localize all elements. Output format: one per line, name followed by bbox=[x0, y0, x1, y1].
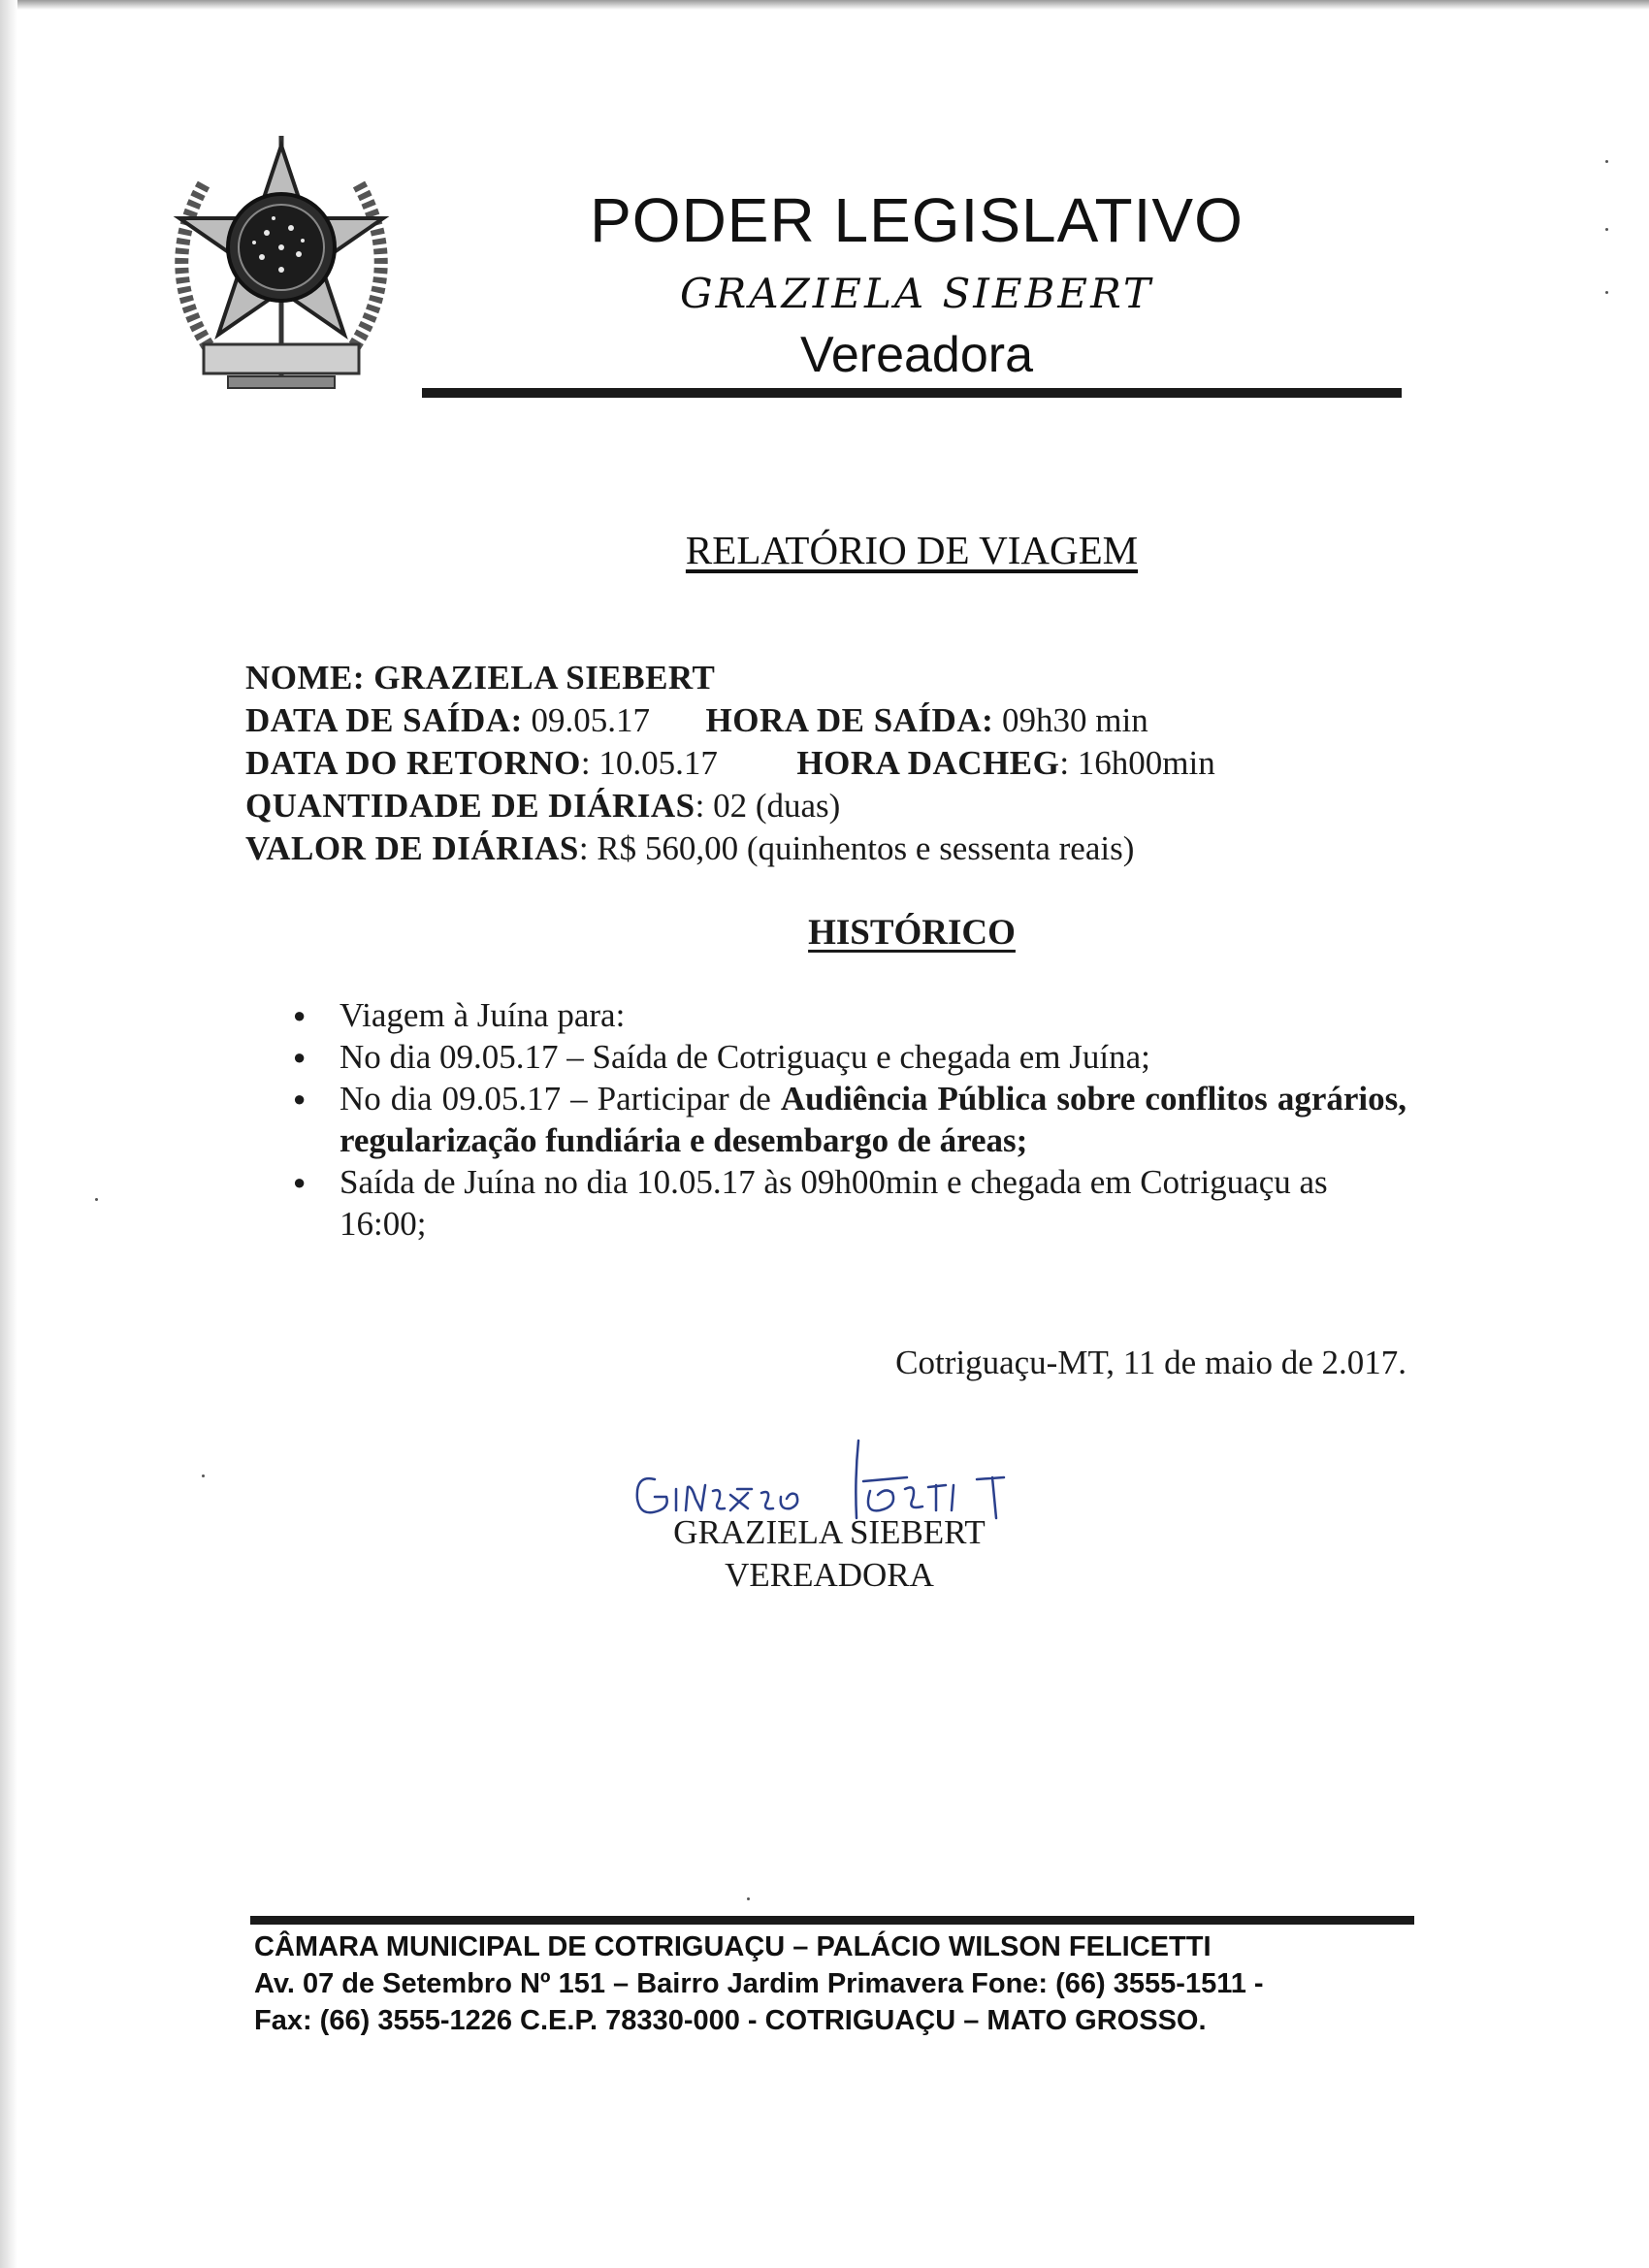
field-retorno bbox=[245, 742, 1409, 785]
scan-speck bbox=[1605, 228, 1608, 231]
data-retorno-value: : 10.05.17 bbox=[580, 744, 718, 782]
hora-saida-value: 09h30 min bbox=[1002, 701, 1148, 739]
letterhead-divider bbox=[422, 388, 1402, 398]
data-saida-value: 09.05.17 bbox=[531, 701, 650, 739]
historico-item-3-bold: Audiência Pública sobre conflitos agrários, regularização fundiária e desembargo de áreas; bbox=[340, 1080, 1406, 1159]
historico-list bbox=[291, 994, 1406, 1245]
scan-speck bbox=[747, 1897, 750, 1900]
signer-name: GRAZIELA SIEBERT bbox=[673, 1513, 986, 1551]
historico-item-4: Saída de Juína no dia 10.05.17 às 09h00min e chegada em Cotriguaçu as 16:00; bbox=[340, 1163, 1328, 1243]
valor-value: : R$ 560,00 (quinhentos e sessenta reais) bbox=[578, 829, 1135, 867]
hora-chegada-value: : 16h00min bbox=[1059, 744, 1215, 782]
letterhead-name: GRAZIELA SIEBERT bbox=[680, 270, 1153, 317]
scan-speck bbox=[202, 1474, 205, 1477]
data-retorno-label: DATA DO RETORNO bbox=[245, 744, 581, 782]
field-datas-saida bbox=[245, 699, 1409, 742]
scan-speck bbox=[1605, 160, 1608, 163]
letterhead-title: PODER LEGISLATIVO bbox=[590, 185, 1244, 255]
historico-item-1: Viagem à Juína para: bbox=[340, 996, 626, 1034]
field-valor bbox=[245, 827, 1409, 870]
footer-address bbox=[254, 1928, 1418, 2039]
hora-saida-label: HORA DE SAÍDA: bbox=[705, 701, 994, 739]
footer-divider bbox=[250, 1916, 1414, 1925]
list-item bbox=[291, 1078, 1406, 1161]
quantidade-value: : 02 (duas) bbox=[695, 787, 841, 825]
place-date: Cotriguaçu-MT, 11 de maio de 2.017. bbox=[895, 1344, 1406, 1381]
quantidade-label: QUANTIDADE DE DIÁRIAS bbox=[245, 787, 695, 825]
scan-speck bbox=[95, 1198, 98, 1201]
scan-top-edge bbox=[0, 0, 1649, 10]
signer-block bbox=[538, 1511, 1120, 1597]
field-nome bbox=[245, 657, 1409, 699]
nome-label: NOME: GRAZIELA SIEBERT bbox=[245, 659, 716, 697]
scan-speck bbox=[1605, 291, 1608, 294]
list-item bbox=[291, 1161, 1406, 1245]
footer-line-3: Fax: (66) 3555-1226 C.E.P. 78330-000 - COTRIGUAÇU – MATO GROSSO. bbox=[254, 2005, 1207, 2036]
hora-chegada-label: HORA DACHEG bbox=[796, 744, 1060, 782]
list-item bbox=[291, 1036, 1406, 1078]
signer-role: VEREADORA bbox=[725, 1556, 934, 1594]
valor-label: VALOR DE DIÁRIAS bbox=[245, 829, 579, 867]
coat-of-arms-icon bbox=[146, 126, 417, 407]
data-saida-label: DATA DE SAÍDA: bbox=[245, 701, 523, 739]
field-quantidade bbox=[245, 785, 1409, 827]
scan-left-edge bbox=[0, 0, 17, 2268]
historico-item-3-prefix: No dia 09.05.17 – Participar de bbox=[340, 1080, 781, 1118]
travel-fields bbox=[245, 657, 1409, 870]
footer-line-2: Av. 07 de Setembro Nº 151 – Bairro Jardim Primavera Fone: (66) 3555-1511 - bbox=[254, 1968, 1264, 1999]
historico-title: HISTÓRICO bbox=[808, 913, 1016, 953]
letterhead-role: Vereadora bbox=[800, 327, 1033, 383]
report-title: RELATÓRIO DE VIAGEM bbox=[685, 528, 1139, 572]
footer-line-1: CÂMARA MUNICIPAL DE COTRIGUAÇU – PALÁCIO WILSON FELICETTI bbox=[254, 1931, 1212, 1962]
list-item bbox=[291, 994, 1406, 1036]
historico-item-2: No dia 09.05.17 – Saída de Cotriguaçu e chegada em Juína; bbox=[340, 1038, 1150, 1076]
